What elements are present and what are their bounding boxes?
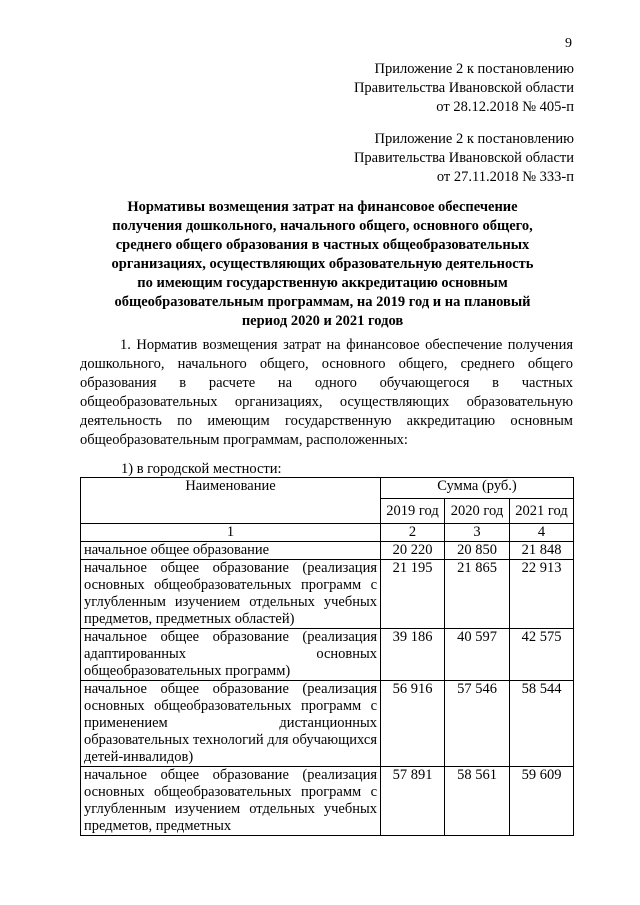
table-row — [81, 560, 574, 629]
header-sum: Сумма (руб.) — [381, 478, 574, 499]
row-name: начальное общее образование — [81, 542, 381, 560]
value-2020: 40 597 — [445, 629, 510, 681]
title-line: получения дошкольного, начального общего, основного общего, — [112, 218, 533, 234]
cost-standards-table — [80, 477, 574, 836]
header-name: Наименование — [81, 478, 381, 524]
appendix-line: Правительства Ивановской области — [353, 150, 574, 166]
row-name: начальное общее образование (реализация основных общеобразовательных программ с углубленным изучением отдельных учебных предметов, предметных областей) — [81, 560, 381, 629]
table-row — [81, 629, 574, 681]
value-2019: 57 891 — [381, 767, 445, 836]
table-index-row — [81, 524, 574, 542]
appendix-reference-new — [354, 60, 574, 117]
row-name: начальное общее образование (реализация основных общеобразовательных программ с углубленным изучением отдельных учебных предметов, предметных — [81, 767, 381, 836]
title-line: среднего общего образования в частных общеобразовательных — [115, 237, 530, 253]
appendix-line: Приложение 2 к постановлению — [374, 61, 574, 77]
index-cell: 4 — [510, 524, 574, 542]
page-number: 9 — [565, 36, 572, 51]
row-name: начальное общее образование (реализация основных общеобразовательных программ с применением дистанционных образовательных технологий для обучающихся детей-инвалидов) — [81, 681, 381, 767]
row-name: начальное общее образование (реализация адаптированных основных общеобразовательных программ) — [81, 629, 381, 681]
appendix-line: Правительства Ивановской области — [353, 80, 574, 96]
value-2021: 59 609 — [510, 767, 574, 836]
table-header-row — [81, 478, 574, 499]
appendix-line: от 28.12.2018 № 405-п — [436, 99, 574, 115]
title-line: организациях, осуществляющих образовательную деятельность — [111, 256, 534, 272]
value-2019: 39 186 — [381, 629, 445, 681]
table-row — [81, 681, 574, 767]
index-cell: 3 — [445, 524, 510, 542]
index-cell: 1 — [81, 524, 381, 542]
appendix-reference-old — [354, 130, 574, 187]
value-2020: 57 546 — [445, 681, 510, 767]
title-line: период 2020 и 2021 годов — [241, 313, 404, 329]
appendix-line: от 27.11.2018 № 333-п — [436, 169, 574, 185]
title-line: Нормативы возмещения затрат на финансовое обеспечение — [127, 199, 518, 215]
value-2021: 22 913 — [510, 560, 574, 629]
header-year-2020: 2020 год — [445, 499, 510, 524]
table-row — [81, 542, 574, 560]
value-2021: 21 848 — [510, 542, 574, 560]
value-2021: 58 544 — [510, 681, 574, 767]
value-2020: 20 850 — [445, 542, 510, 560]
index-cell: 2 — [381, 524, 445, 542]
header-year-2021: 2021 год — [510, 499, 574, 524]
subheading-urban: 1) в городской местности: — [121, 461, 282, 477]
paragraph-1: 1. Норматив возмещения затрат на финансовое обеспечение получения дошкольного, начального общего, основного общего, среднего общего образования в расчете на одного обучающегося в частных общеобразовательных организациях, осуществляющих образовательную деятельность по имеющим государственную аккредитацию основным общеобразовательным программам, расположенных: — [80, 337, 573, 448]
value-2020: 21 865 — [445, 560, 510, 629]
table-row — [81, 767, 574, 836]
value-2019: 56 916 — [381, 681, 445, 767]
value-2019: 20 220 — [381, 542, 445, 560]
value-2020: 58 561 — [445, 767, 510, 836]
header-year-2019: 2019 год — [381, 499, 445, 524]
value-2021: 42 575 — [510, 629, 574, 681]
value-2019: 21 195 — [381, 560, 445, 629]
title-line: общеобразовательным программам, на 2019 год и на плановый — [114, 294, 531, 310]
appendix-line: Приложение 2 к постановлению — [374, 131, 574, 147]
document-title — [80, 198, 565, 331]
title-line: по имеющим государственную аккредитацию основным — [137, 275, 508, 291]
